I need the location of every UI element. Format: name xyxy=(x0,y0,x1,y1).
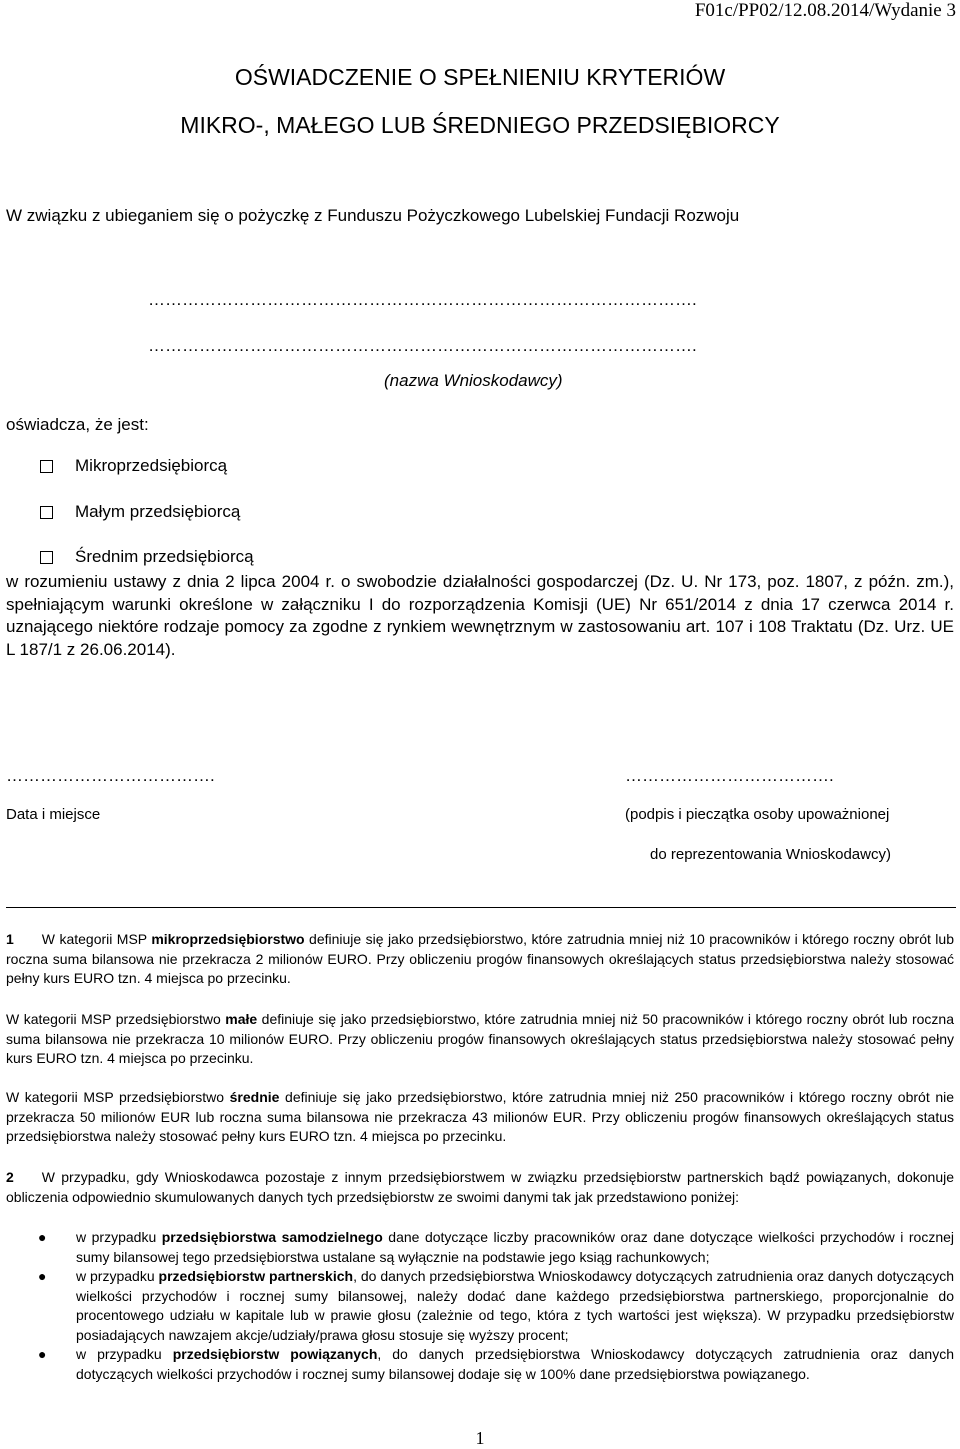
title-line-1: OŚWIADCZENIE O SPEŁNIENIU KRYTERIÓW xyxy=(234,64,726,90)
footnote-medium xyxy=(6,1088,954,1147)
list-item xyxy=(6,1267,954,1345)
date-place-field[interactable]: ………………………………. xyxy=(6,766,215,785)
bullet-dot-icon: ● xyxy=(38,1346,47,1362)
applicant-name-field-line-2[interactable]: ……………………………………………………………………………………. xyxy=(148,336,697,355)
applicant-name-caption: (nazwa Wnioskodawcy) xyxy=(384,371,563,390)
footnote-1-term: mikroprzedsiębiorstwo xyxy=(151,931,305,947)
checkbox-micro[interactable] xyxy=(40,460,53,473)
list-item xyxy=(6,1345,954,1384)
list-item xyxy=(6,1228,954,1267)
footnote-2 xyxy=(6,1168,954,1207)
footnote-2-number: 2 xyxy=(6,1169,14,1185)
bullet-term: przedsiębiorstwa samodzielnego xyxy=(161,1229,383,1245)
option-small-label: Małym przedsiębiorcą xyxy=(75,502,241,521)
footnote-1-text-a: W kategorii MSP xyxy=(41,931,152,947)
intro-text: W związku z ubieganiem się o pożyczkę z Funduszu Pożyczkowego Lubelskiej Fundacji Rozwoju xyxy=(6,206,740,225)
footnote-medium-text-a: W kategorii MSP przedsiębiorstwo xyxy=(6,1089,230,1105)
footnote-medium-text-c: definiuje się jako przedsiębiorstwo, które zatrudnia mniej niż 250 pracowników i którego roczny obrót nie przekracza 50 milionów EUR lub roczna suma bilansowa nie przekracza 43 milionów EUR. Przy obliczeniu progów finansowych określających status przedsiębiorstwa należy stosować pełny kurs EURO tzn. 4 miejsca po przecinku. xyxy=(6,1089,954,1144)
option-micro[interactable] xyxy=(40,456,227,476)
checkbox-small[interactable] xyxy=(40,506,53,519)
footnote-2-bullet-list xyxy=(6,1228,954,1384)
option-small[interactable] xyxy=(40,502,240,522)
footnote-2-text: W przypadku, gdy Wnioskodawca pozostaje z innym przedsiębiorstwem w związku przedsiębiorstw partnerskich bądź powiązanych, dokonuje obliczenia odpowiednio skumulowanych danych tych przedsiębiorstw ze swoimi danymi tak jak przedstawiono poniżej: xyxy=(6,1169,954,1205)
footnote-small-text-c: definiuje się jako przedsiębiorstwo, które zatrudnia mniej niż 50 pracowników i którego roczny obrót lub roczna suma bilansowa nie przekracza 10 milionów EURO. Przy obliczeniu progów finansowych określających status przedsiębiorstwa należy stosować pełny kurs EURO tzn. 4 miejsca po przecinku. xyxy=(6,1011,954,1066)
option-medium-label: Średnim przedsiębiorcą xyxy=(75,547,254,566)
bullet-text-a: w przypadku xyxy=(76,1229,162,1245)
bullet-text-a: w przypadku xyxy=(76,1346,173,1362)
bullet-term: przedsiębiorstw partnerskich xyxy=(158,1268,354,1284)
signature-label-line-1: (podpis i pieczątka osoby upoważnionej xyxy=(625,806,890,823)
signature-label-line-2: do reprezentowania Wnioskodawcy) xyxy=(650,846,891,863)
footnote-small-term: małe xyxy=(225,1011,258,1027)
footnote-medium-term: średnie xyxy=(229,1089,280,1105)
bullet-dot-icon: ● xyxy=(38,1268,47,1284)
footnote-1-number: 1 xyxy=(6,931,14,947)
date-place-label: Data i miejsce xyxy=(6,806,101,823)
footnote-1 xyxy=(6,930,954,989)
option-micro-label: Mikroprzedsiębiorcą xyxy=(75,456,228,475)
applicant-name-field-line-1[interactable]: ……………………………………………………………………………………. xyxy=(148,290,697,309)
footnote-separator xyxy=(6,907,956,908)
footnote-1-text-c: definiuje się jako przedsiębiorstwo, które zatrudnia mniej niż 10 pracowników i którego roczny obrót lub roczna suma bilansowa nie przekracza 2 milionów EURO. Przy obliczeniu progów finansowych określających status przedsiębiorstwa należy stosować pełny kurs EURO tzn. 4 miejsca po przecinku. xyxy=(6,931,954,986)
legal-basis-text: w rozumieniu ustawy z dnia 2 lipca 2004 r. o swobodzie działalności gospodarczej (Dz. U. Nr 173, poz. 1807, z późn. zm.), spełniającym warunki określone w załączniku I do rozporządzenia Komisji (UE) Nr 651/2014 z dnia 17 czerwca 2014 r. uznającego niektóre rodzaje pomocy za zgodne z rynkiem wewnętrznym w zastosowaniu art. 107 i 108 Traktatu (Dz. Urz. UE L 187/1 z 26.06.2014). xyxy=(6,572,954,659)
bullet-text-c: dane dotyczące liczby pracowników oraz dane dotyczące wielkości przychodów i rocznej sumy bilansowej tego przedsiębiorstwa ustalane są wyłącznie na podstawie jego ksiąg rachunkowych; xyxy=(76,1229,954,1265)
option-medium[interactable] xyxy=(40,547,254,567)
bullet-text-c: , do danych przedsiębiorstwa Wnioskodawcy dotyczących zatrudnienia oraz danych dotyczących wielkości przychodów i rocznej sumy bilansowej, należy dodać dane każdego przedsiębiorstwa partnerskiego, proporcjonalnie do procentowego udziału w kapitale lub w prawie głosu (zależnie od tego, która z tych wartości jest większa). W przypadku przedsiębiorstw posiadających nawzajem akcje/udziały/prawa głosu stosuje się wyższy procent; xyxy=(76,1268,954,1343)
footnote-small xyxy=(6,1010,954,1069)
bullet-text-c: , do danych przedsiębiorstwa Wnioskodawcy dotyczących zatrudnienia oraz danych dotyczących wielkości przychodów i rocznej sumy bilansowej dodaje się w 100% dane przedsiębiorstwa powiązanego. xyxy=(76,1346,954,1382)
footnote-small-text-a: W kategorii MSP przedsiębiorstwo xyxy=(6,1011,226,1027)
bullet-dot-icon: ● xyxy=(38,1229,47,1245)
document-code: F01c/PP02/12.08.2014/Wydanie 3 xyxy=(694,0,956,21)
bullet-term: przedsiębiorstw powiązanych xyxy=(172,1346,378,1362)
signature-field[interactable]: ………………………………. xyxy=(625,766,834,785)
declaration-text: oświadcza, że jest: xyxy=(6,415,149,434)
checkbox-medium[interactable] xyxy=(40,551,53,564)
page-number: 1 xyxy=(475,1428,485,1448)
bullet-text-a: w przypadku xyxy=(76,1268,159,1284)
title-line-2: MIKRO-, MAŁEGO LUB ŚREDNIEGO PRZEDSIĘBIORCY xyxy=(180,112,780,138)
